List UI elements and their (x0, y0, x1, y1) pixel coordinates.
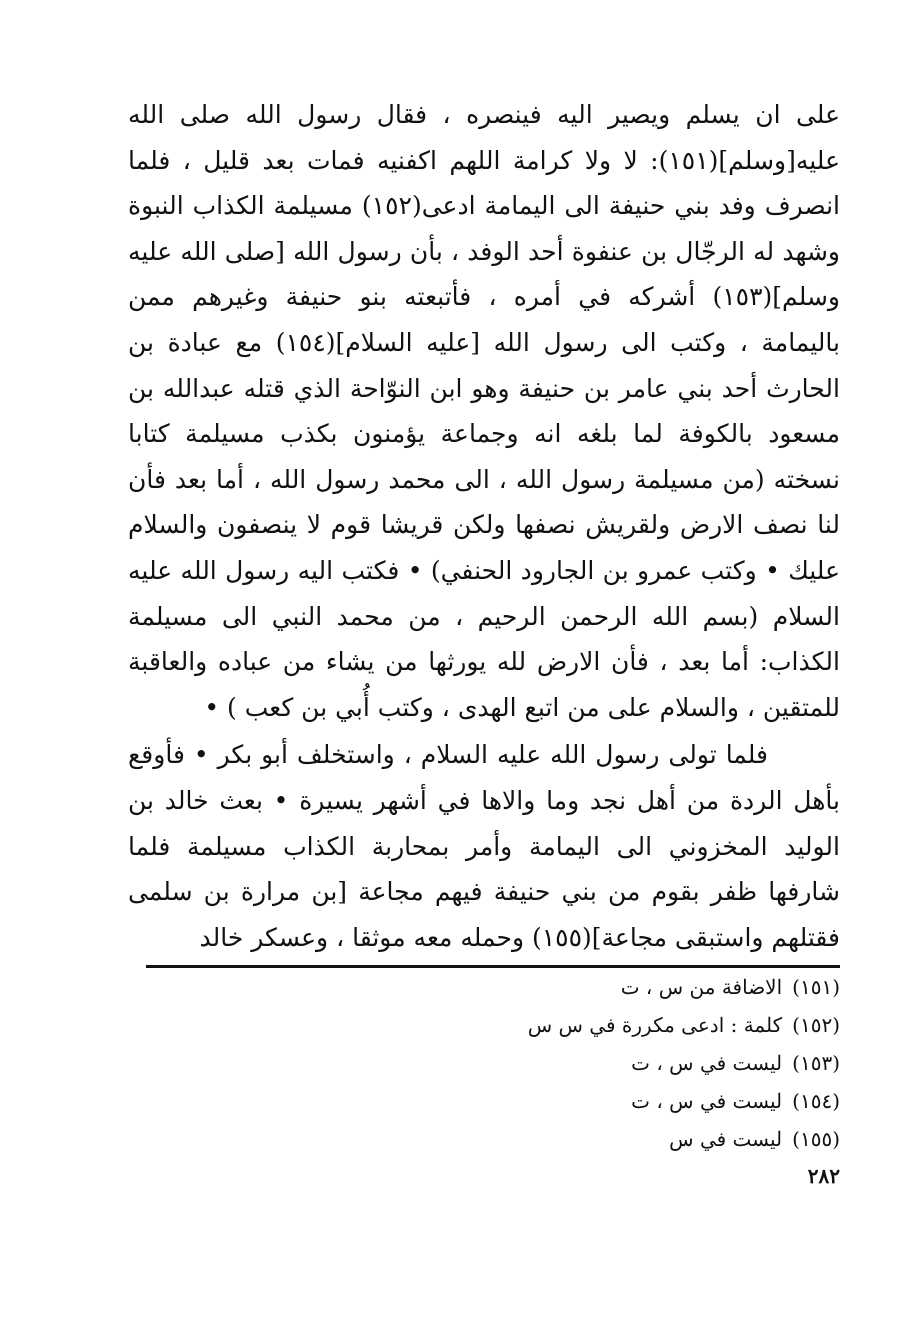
footnotes (420, 968, 840, 1158)
footnote-text: كلمة : ادعى مكررة في س س (527, 1013, 783, 1037)
footnote-text: الاضافة من س ، ت (620, 975, 783, 999)
footnote-item (420, 968, 840, 1006)
paragraph-1: على ان يسلم ويصير اليه فينصره ، فقال رسول الله صلى الله عليه[وسلم](١٥١): لا ولا كرامة اللهم اكفنيه فمات بعد قليل ، فلما انصرف وفد بني حنيفة الى اليمامة ادعى(١٥٢) مسيلمة الكذاب النبوة وشهد له الرجّال بن عنفوة أحد الوفد ، بأن رسول الله [صلى الله عليه وسلم](١٥٣) أشركه في أمره ، فأتبعته بنو حنيفة وغيرهم ممن باليمامة ، وكتب الى رسول الله [عليه السلام](١٥٤) مع عبادة بن الحارث أحد بني عامر بن حنيفة وهو ابن النوّاحة الذي قتله عبدالله بن مسعود بالكوفة لما بلغه انه وجماعة يؤمنون بكذب مسيلمة كتابا نسخته (من مسيلمة رسول الله ، الى محمد رسول الله ، أما بعد فأن لنا نصف الارض ولقريش نصفها ولكن قريشا قوم لا ينصفون والسلام عليك • وكتب عمرو بن الجارود الحنفي) • فكتب اليه رسول الله عليه السلام (بسم الله الرحمن الرحيم ، من محمد النبي الى مسيلمة الكذاب: أما بعد ، فأن الارض لله يورثها من يشاء من عباده والعاقبة للمتقين ، والسلام على من اتبع الهدى ، وكتب أُبي بن كعب ) • (128, 100, 841, 722)
footnote-text: ليست في س (669, 1127, 783, 1151)
footnote-text: ليست في س ، ت (631, 1051, 783, 1075)
footnote-number: (١٥٢) (792, 1013, 840, 1037)
page-number: ٢٨٢ (807, 1164, 840, 1188)
main-text (128, 92, 840, 960)
footnote-number: (١٥٥) (792, 1127, 840, 1151)
footnote-item (420, 1082, 840, 1120)
footnote-item (420, 1044, 840, 1082)
paragraph-2: فلما تولى رسول الله عليه السلام ، واستخلف أبو بكر • فأوقع بأهل الردة من أهل نجد وما والاها في أشهر يسيرة • بعث خالد بن الوليد المخزوني الى اليمامة وأمر بمحاربة الكذاب مسيلمة فلما شارفها ظفر بقوم من بني حنيفة فيهم مجاعة [بن مرارة بن سلمى فقتلهم واستبقى مجاعة](١٥٥) وحمله معه موثقا ، وعسكر خالد (128, 740, 840, 952)
footnote-item (420, 1006, 840, 1044)
footnote-text: ليست في س ، ت (631, 1089, 783, 1113)
footnote-item (420, 1120, 840, 1158)
footnote-number: (١٥١) (792, 975, 840, 999)
footnote-number: (١٥٤) (792, 1089, 840, 1113)
footnote-number: (١٥٣) (792, 1051, 840, 1075)
